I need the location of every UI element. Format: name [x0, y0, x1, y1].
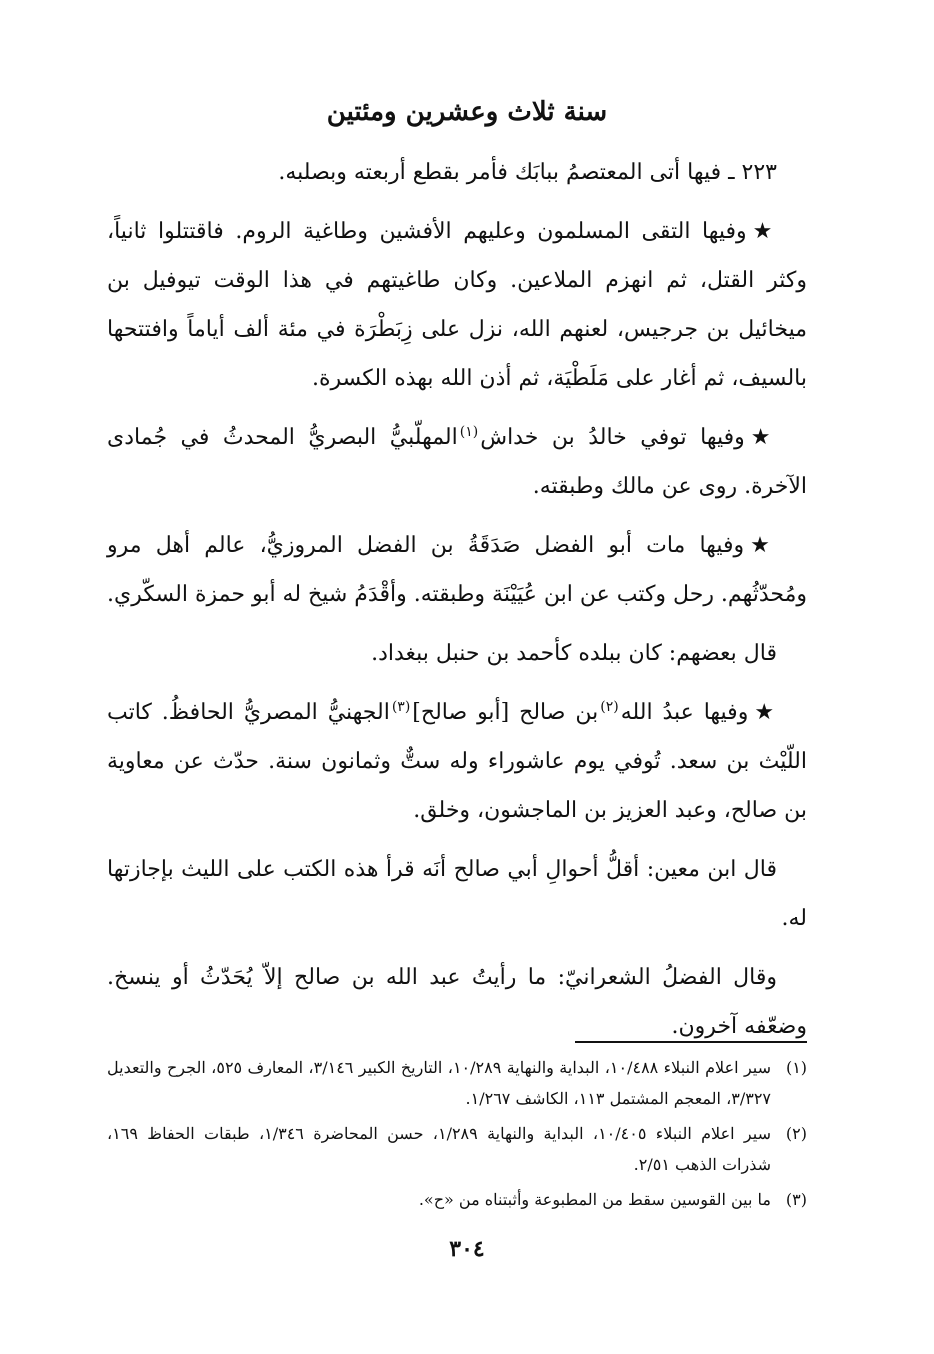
footnote-number: (٢) — [785, 1124, 807, 1143]
entry-paragraph — [107, 521, 807, 619]
footnote-ref[interactable]: (٣) — [391, 698, 411, 715]
paragraph-text: قال ابن معين: أقلُّ أحوالِ أبي صالح أنَه قرأ هذه الكتب على الليث بإجازتها له. — [107, 857, 807, 931]
footnote-item — [107, 1184, 807, 1215]
footnotes — [107, 1052, 807, 1219]
footnote-ref[interactable]: (٢) — [600, 698, 619, 715]
main-text — [107, 148, 807, 1061]
footnote-text: سير اعلام النبلاء ١٠/٤٠٥، البداية والنهاية ١/٢٨٩، حسن المحاضرة ١/٣٤٦، طبقات الحفاظ ١٦٩، شذرات الذهب ٢/٥١. — [107, 1124, 771, 1174]
paragraph-text: الجهنيُّ المصريُّ الحافظُ. كاتب اللّيْث بن سعد. تُوفي يوم عاشوراء وله ستٌّ وثمانون سنة. حدّث عن معاوية بن صالح، وعبد العزيز بن الماجشون، وخلق. — [107, 700, 807, 823]
star-icon: ★ — [752, 219, 777, 244]
footnote-text: ما بين القوسين سقط من المطبوعة وأثبتناه من «ح». — [418, 1190, 771, 1209]
paragraph-text: المهلّبيُّ البصريُّ المحدثُ في جُمادى الآخرة. روى عن مالك وطبقته. — [107, 425, 807, 499]
star-icon: ★ — [750, 533, 777, 558]
entry-paragraph — [107, 207, 807, 403]
paragraph-text: وقال الفضلُ الشعرانيّ: ما رأيتُ عبد الله بن صالح إلاّ يُحَدّثُ أو ينسخ. وضعّفه آخرون. — [107, 965, 807, 1039]
footnote-number: (١) — [785, 1058, 808, 1077]
entry-paragraph — [107, 413, 807, 511]
star-icon: ★ — [754, 700, 777, 725]
paragraph-text: وفيها مات أبو الفضل صَدَقَةُ بن الفضل المروزيُّ، عالم أهل مرو ومُحدّثُهم. رحل وكتب عن ابن عُيَيْنَة وطبقته. وأقْدَمُ شيخ له أبو حمزة السكّري. — [107, 533, 807, 607]
quote-paragraph — [107, 845, 807, 943]
quote-paragraph — [107, 953, 807, 1051]
year-heading: سنة ثلاث وعشرين ومئتين — [326, 97, 608, 127]
entry-paragraph — [107, 688, 807, 835]
footnote-number: (٣) — [785, 1190, 807, 1209]
paragraph-text: بن صالح [أبو صالح] — [412, 700, 599, 725]
footnote-item — [107, 1052, 807, 1114]
paragraph-text: وفيها توفي خالدُ بن خداش — [480, 425, 745, 450]
page-number: ٣٠٤ — [449, 1236, 485, 1262]
paragraph-text: وفيها عبدُ الله — [620, 700, 749, 725]
footnote-divider — [575, 1041, 807, 1043]
year-entry: ٢٢٣ ـ فيها أتى المعتصمُ ببابَك فأمر بقطع أربعته وبصلبه. — [278, 160, 777, 185]
quote-paragraph — [107, 629, 807, 678]
footnote-text: سير اعلام النبلاء ١٠/٤٨٨، البداية والنهاية ١٠/٢٨٩، التاريخ الكبير ٣/١٤٦، المعارف ٥٢٥، الجرح والتعديل ٣/٣٢٧، المعجم المشتمل ١١٣، الكاشف ١/٢٦٧. — [107, 1058, 772, 1108]
paragraph-text: وفيها التقى المسلمون وعليهم الأفشين وطاغية الروم. فاقتتلوا ثانياً، وكثر القتل، ثم انهزم الملاعين. وكان طاغيتهم في هذا الوقت تيوفيل بن ميخائيل بن جرجيس، لعنهم الله، نزل على زِبَطْرَة في مئة ألف أياماً وافتتحها بالسيف، ثم أغار على مَلَطْيَة، ثم أذن الله بهذه الكسرة. — [107, 219, 807, 391]
footnote-ref[interactable]: (١) — [459, 423, 479, 440]
footnote-item — [107, 1118, 807, 1180]
star-icon: ★ — [750, 425, 778, 450]
paragraph-text: قال بعضهم: كان ببلده كأحمد بن حنبل ببغداد. — [371, 641, 777, 666]
